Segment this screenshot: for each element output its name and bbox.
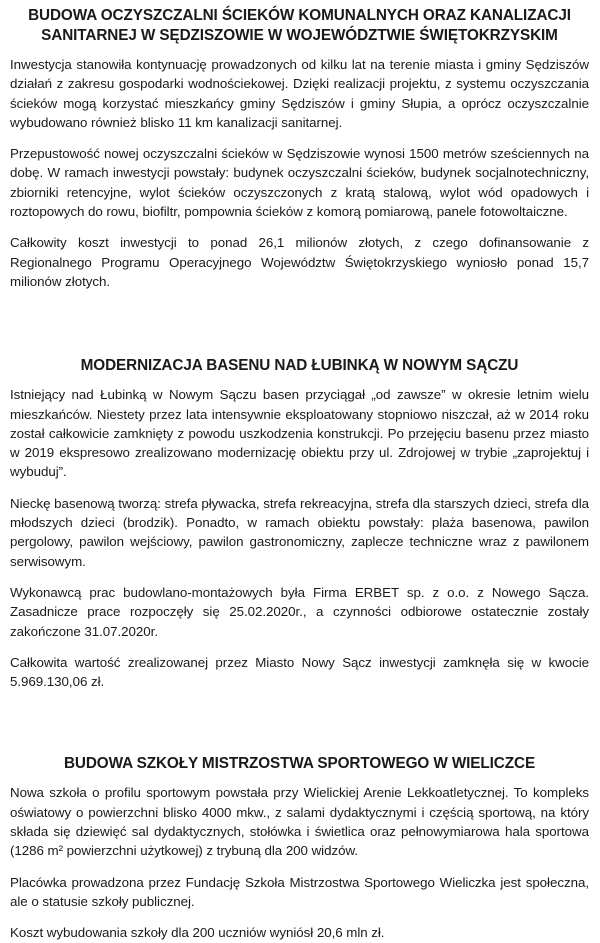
section-spacer — [10, 703, 589, 754]
section-title: BUDOWA SZKOŁY MISTRZOSTWA SPORTOWEGO W WIELICZCE — [63, 755, 536, 773]
paragraph: Nowa szkoła o profilu sportowym powstała przy Wielickiej Arenie Lekkoatletycznej. To kompleks oświatowy o powierzchni blisko 4000 mkw., z salami dydaktycznymi i częścią sportową, na który składa się dziewięć sal dydaktycznych, stołówka i świetlica oraz pełnowymiarowa hala sportowa (1286 m² powierzchni użytkowej) z trybuną dla 200 widzów. — [10, 785, 589, 859]
section-title: BUDOWA OCZYSZCZALNI ŚCIEKÓW KOMUNALNYCH ORAZ KANALIZACJI SANITARNEJ W SĘDZISZOWIE W WOJEWÓDZTWIE ŚWIĘTOKRZYSKIM — [28, 7, 571, 44]
paragraph: Całkowity koszt inwestycji to ponad 26,1 milionów złotych, z czego dofinansowanie z Regionalnego Programu Operacyjnego Województw Świętokrzyskiego wyniosło ponad 15,7 milionów złotych. — [10, 235, 589, 289]
paragraph: Inwestycja stanowiła kontynuację prowadzonych od kilku lat na terenie miasta i gminy Sędziszów działań z zakresu gospodarki wodnościekowej. Dzięki realizacji projektu, z systemu oczyszczania ścieków mogą korzystać mieszkańcy gminy Sędziszów i gminy Słupia, a oprócz oczyszczalnie wybudowano również blisko 11 km kanalizacji sanitarnej. — [10, 57, 589, 130]
section-spacer — [10, 303, 589, 356]
section-sedziszow — [10, 6, 589, 291]
section-nowy-sacz — [10, 356, 589, 691]
paragraph: Całkowita wartość zrealizowanej przez Miasto Nowy Sącz inwestycji zamknęła się w kwocie 5.969.130,06 zł. — [10, 654, 589, 690]
section-title: MODERNIZACJA BASENU NAD ŁUBINKĄ W NOWYM SĄCZU — [80, 357, 519, 375]
paragraph: Istniejący nad Łubinką w Nowym Sączu basen przyciągał „od zawsze” w okresie letnim wielu mieszkańców. Niestety przez lata intensywnie eksploatowany stopniowo niszczał, aż w 2014 roku został całkowicie zamknięty z powodu uszkodzenia konstrukcji. Po przejęciu basenu przez miasto w 2019 ekspresowo zrealizowano modernizację obiektu przy ul. Zdrojowej w trybie „zaprojektuj i wybuduj”. — [10, 387, 589, 480]
section-wieliczka — [10, 754, 589, 942]
paragraph: Koszt wybudowania szkoły dla 200 uczniów wyniósł 20,6 mln zł. — [10, 925, 385, 941]
paragraph: Przepustowość nowej oczyszczalni ścieków w Sędziszowie wynosi 1500 metrów sześciennych na dobę. W ramach inwestycji powstały: budynek oczyszczalni ścieków, budynek socjalnotechniczny, zbiorniki retencyjne, wylot ścieków oczyszczonych z kratą stalową, wylot wód opadowych i roztopowych do rowu, biofiltr, pompownia ścieków z komorą pomiarową, panele fotowoltaiczne. — [10, 146, 589, 220]
paragraph: Placówka prowadzona przez Fundację Szkoła Mistrzostwa Sportowego Wieliczka jest społeczna, ale o statusie szkoły publicznej. — [10, 874, 589, 909]
paragraph: Wykonawcą prac budowlano-montażowych była Firma ERBET sp. z o.o. z Nowego Sącza. Zasadnicze prace rozpoczęły się 25.02.2020r., a czynności odbiorowe ostatecznie zostały zakończone 31.07.2020r. — [10, 584, 589, 639]
paragraph: Nieckę basenową tworzą: strefa pływacka, strefa rekreacyjna, strefa dla starszych dzieci, strefa dla młodszych dzieci (brodzik). Ponadto, w ramach obiektu powstały: plaża basenowa, pawilon pergolowy, pawilon wejściowy, pawilon gastronomiczny, zaplecze techniczne wraz z pawilonem serwisowym. — [10, 495, 589, 569]
